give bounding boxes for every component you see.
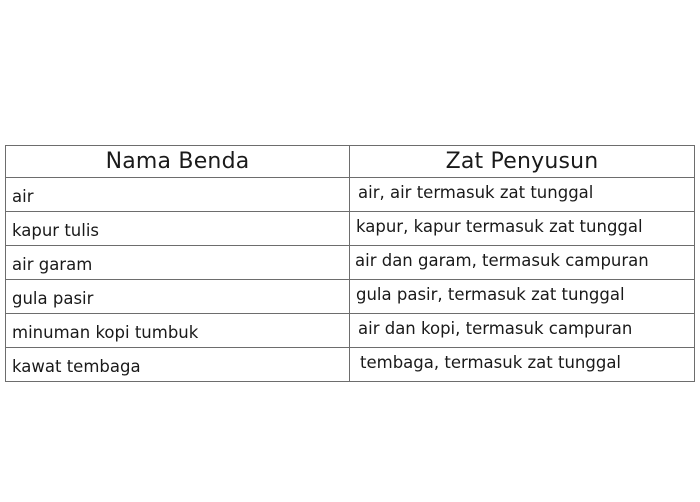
cell-nama-benda: air [6, 178, 350, 212]
cell-zat-penyusun: tembaga, termasuk zat tunggal [350, 348, 695, 382]
cell-nama-benda: kawat tembaga [6, 348, 350, 382]
substance-table-container [5, 145, 694, 382]
cell-nama-benda: kapur tulis [6, 212, 350, 246]
table-row [6, 348, 695, 382]
header-nama-benda: Nama Benda [6, 146, 350, 178]
table-row [6, 280, 695, 314]
cell-nama-benda: minuman kopi tumbuk [6, 314, 350, 348]
table-header-row [6, 146, 695, 178]
cell-zat-penyusun: gula pasir, termasuk zat tunggal [350, 280, 695, 314]
cell-zat-penyusun: air dan garam, termasuk campuran [350, 246, 695, 280]
table-row [6, 314, 695, 348]
cell-zat-penyusun: kapur, kapur termasuk zat tunggal [350, 212, 695, 246]
header-zat-penyusun: Zat Penyusun [350, 146, 695, 178]
cell-zat-penyusun: air, air termasuk zat tunggal [350, 178, 695, 212]
table-row [6, 178, 695, 212]
cell-nama-benda: air garam [6, 246, 350, 280]
table-row [6, 246, 695, 280]
cell-nama-benda: gula pasir [6, 280, 350, 314]
substance-table [5, 145, 695, 382]
cell-zat-penyusun: air dan kopi, termasuk campuran [350, 314, 695, 348]
table-row [6, 212, 695, 246]
